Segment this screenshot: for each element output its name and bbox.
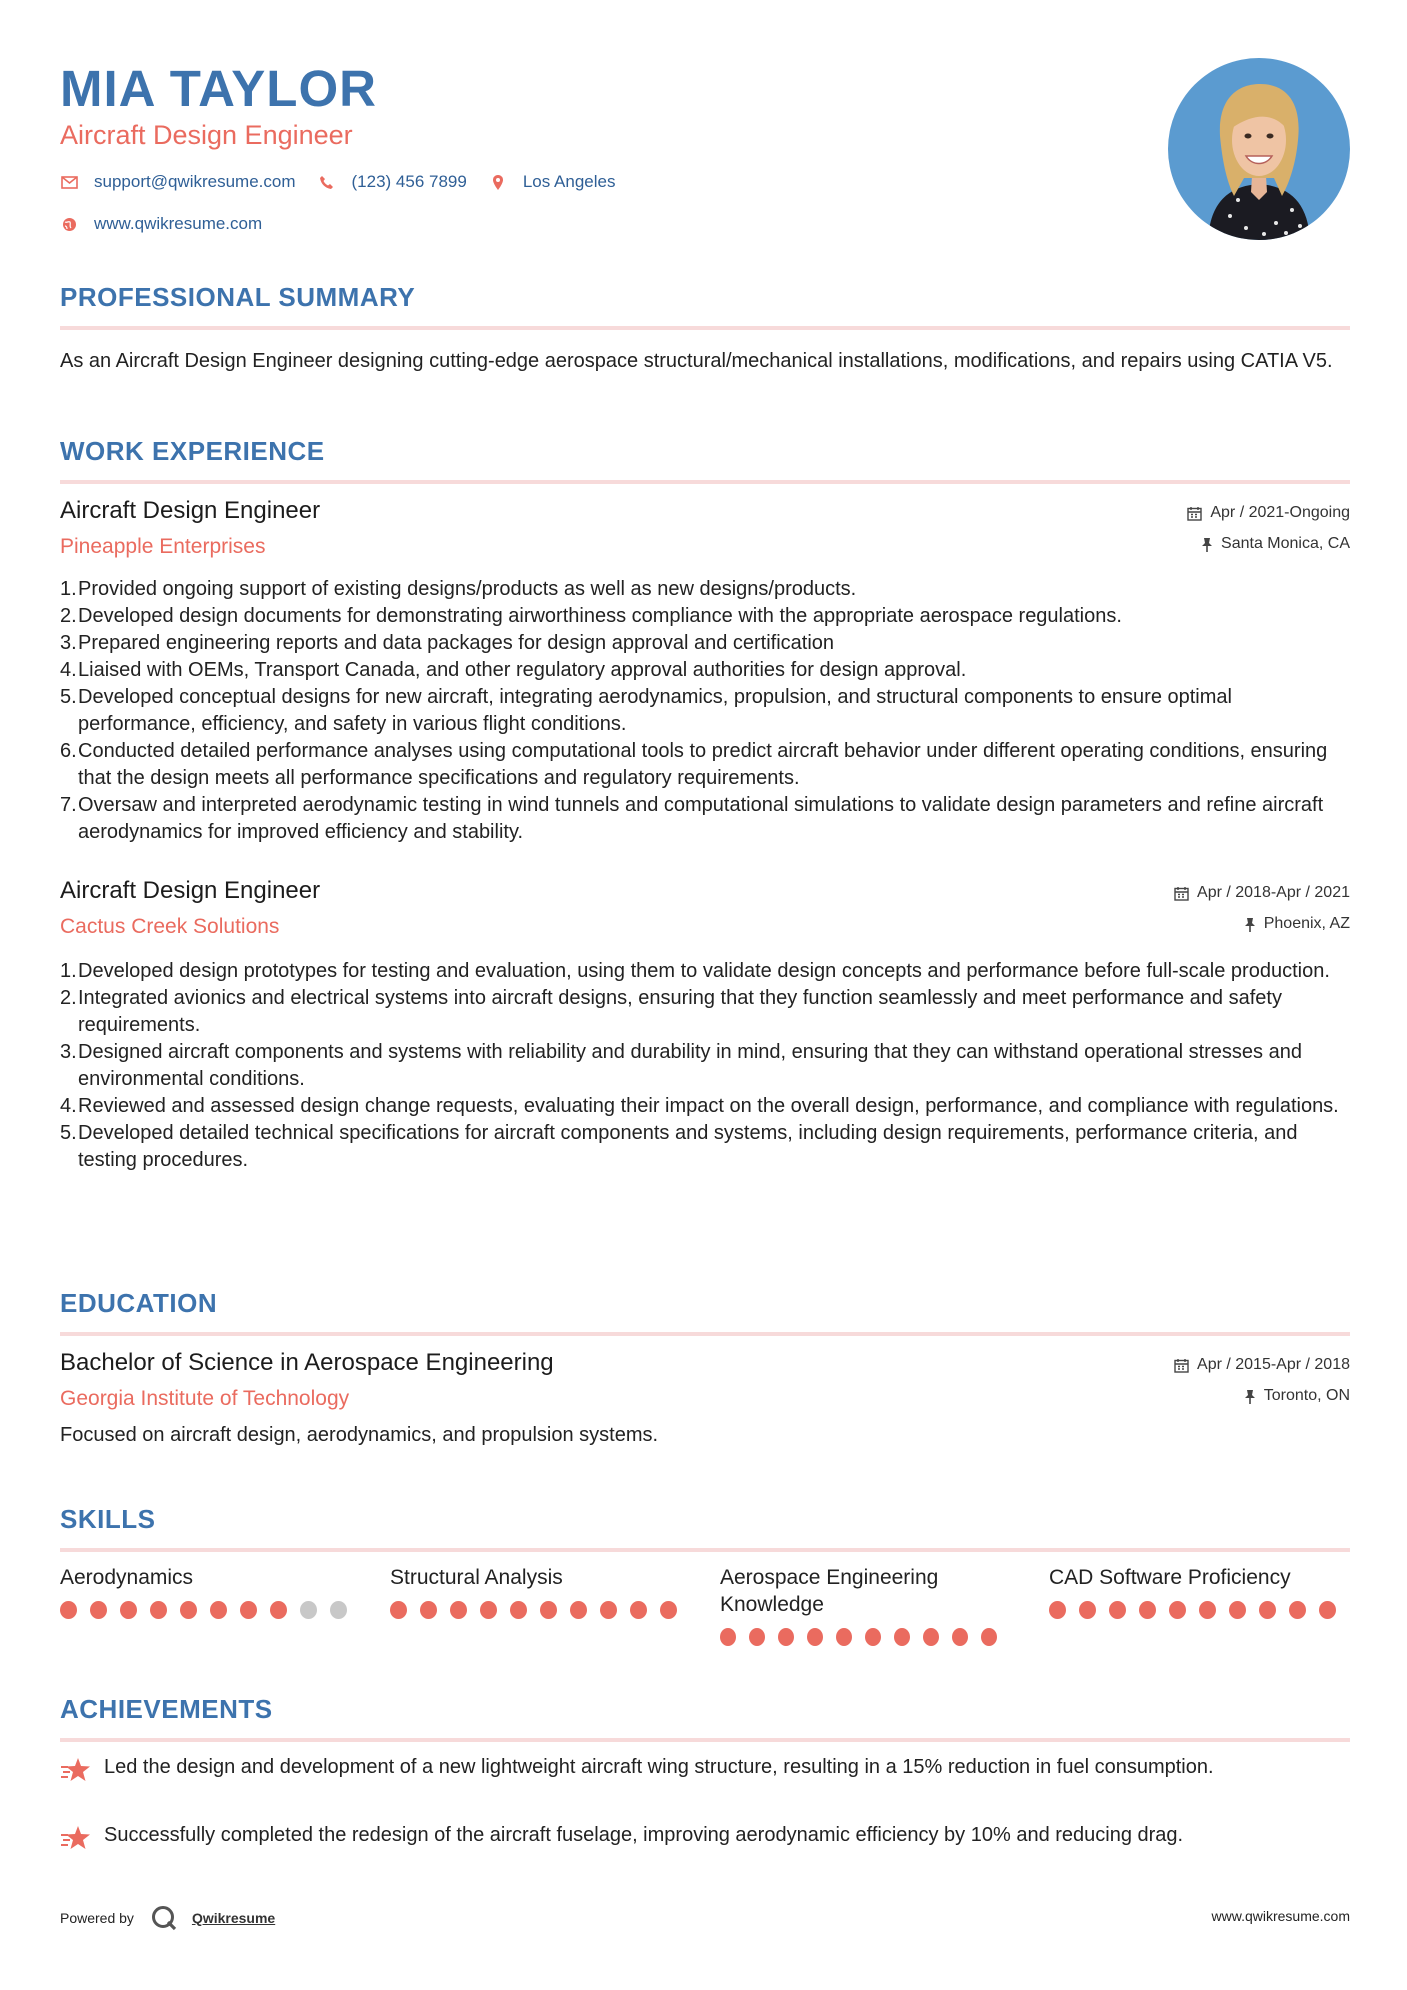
list-item: Developed conceptual designs for new aircraft, integrating aerodynamics, propulsion, and structural components to ensure optimal performance, efficiency, and safety in various flight conditions. [78, 686, 1232, 735]
rating-dot-filled [807, 1628, 823, 1646]
list-item: Conducted detailed performance analyses using computational tools to predict aircraft behavior under different operating conditions, ensuring that the design meets all performance specifications and regulatory requirements. [78, 740, 1328, 789]
degree-title: Bachelor of Science in Aerospace Engineering [60, 1349, 554, 1376]
pin-icon [1244, 917, 1256, 932]
list-item: Integrated avionics and electrical systems into aircraft designs, ensuring that they function seamlessly and meet performance and safety requirements. [78, 987, 1282, 1036]
brand-link[interactable]: Qwikresume [191, 1910, 276, 1926]
rating-dot-filled [120, 1601, 137, 1619]
skill-name: Structural Analysis [390, 1566, 563, 1589]
list-item: Developed detailed technical specifications for aircraft components and systems, including design requirements, performance criteria, and testing procedures. [78, 1122, 1298, 1171]
footer-url[interactable]: www.qwikresume.com [1211, 1908, 1350, 1924]
education-section [60, 1286, 1350, 1336]
experience-heading: WORK EXPERIENCE [60, 436, 325, 466]
job-date-text: Apr / 2021-Ongoing [1210, 504, 1350, 521]
rating-dot-filled [540, 1601, 557, 1619]
job-title: Aircraft Design Engineer [60, 877, 321, 904]
skill-item [390, 1564, 690, 1619]
candidate-name: MIA TAYLOR [60, 60, 377, 117]
powered-by [60, 1904, 275, 1932]
rating-dot-filled [1229, 1601, 1246, 1619]
skill-rating [720, 1628, 1010, 1646]
rating-dot-filled [390, 1601, 407, 1619]
list-item: Provided ongoing support of existing designs/products as well as new designs/products. [78, 578, 857, 600]
summary-text: As an Aircraft Design Engineer designing cutting-edge aerospace structural/mechanical installations, modifications, and repairs using CATIA V5. [60, 350, 1333, 372]
achievement-text: Successfully completed the redesign of the aircraft fuselage, improving aerodynamic efficiency by 10% and reducing drag. [104, 1824, 1184, 1846]
rating-dot-filled [1319, 1601, 1336, 1619]
rating-dot-filled [510, 1601, 527, 1619]
job-location-text: Phoenix, AZ [1263, 915, 1350, 932]
list-item: Reviewed and assessed design change requests, evaluating their impact on the overall design, performance, and compliance with regulations. [78, 1095, 1339, 1117]
skill-name: Aerospace Engineering Knowledge [720, 1566, 939, 1616]
rating-dot-filled [981, 1628, 997, 1646]
avatar [1168, 58, 1350, 240]
rating-dot-filled [240, 1601, 257, 1619]
rating-dot-filled [420, 1601, 437, 1619]
powered-by-label: Powered by [60, 1910, 134, 1926]
website-link[interactable]: www.qwikresume.com [94, 214, 263, 233]
list-item: Liaised with OEMs, Transport Canada, and other regulatory approval authorities for design approval. [78, 659, 967, 681]
skill-rating [390, 1601, 690, 1619]
skill-rating [60, 1601, 360, 1619]
rating-dot-filled [952, 1628, 968, 1646]
section-divider [60, 326, 1350, 330]
section-divider [60, 1548, 1350, 1552]
list-item: Prepared engineering reports and data packages for design approval and certification [78, 632, 835, 654]
rating-dot-filled [90, 1601, 107, 1619]
envelope-icon [60, 173, 78, 191]
rating-dot-filled [1049, 1601, 1066, 1619]
school-name: Georgia Institute of Technology [60, 1387, 350, 1410]
rating-dot-filled [150, 1601, 167, 1619]
calendar-icon [1174, 886, 1189, 901]
job-company: Cactus Creek Solutions [60, 915, 280, 938]
rating-dot-filled [1199, 1601, 1216, 1619]
rating-dot-filled [749, 1628, 765, 1646]
summary-heading: PROFESSIONAL SUMMARY [60, 282, 416, 312]
location-text: Los Angeles [522, 172, 616, 191]
skills-heading: SKILLS [60, 1504, 156, 1534]
list-item: Designed aircraft components and systems with reliability and durability in mind, ensuring that they can withstand operational stresses and environmental conditions. [78, 1041, 1302, 1090]
achievements-section [60, 1692, 1350, 1742]
rating-dot-filled [270, 1601, 287, 1619]
rating-dot-filled [1289, 1601, 1306, 1619]
map-pin-icon [489, 173, 507, 191]
education-date-text: Apr / 2015-Apr / 2018 [1197, 1356, 1350, 1373]
rating-dot-filled [630, 1601, 647, 1619]
section-divider [60, 1332, 1350, 1336]
job-bullets [60, 576, 1350, 846]
job-location [1201, 534, 1350, 554]
job-bullets [60, 958, 1350, 1174]
globe-icon [60, 215, 78, 233]
footer [60, 1896, 1350, 1936]
candidate-role: Aircraft Design Engineer [60, 120, 353, 150]
rating-dot-empty [300, 1601, 317, 1619]
calendar-icon [1187, 506, 1202, 521]
rating-dot-empty [330, 1601, 347, 1619]
contact-row [60, 172, 637, 192]
skill-name: Aerodynamics [60, 1566, 194, 1589]
star-icon [60, 1756, 92, 1784]
skill-rating [1049, 1601, 1349, 1619]
skill-item [720, 1564, 1010, 1646]
job-date-text: Apr / 2018-Apr / 2021 [1197, 884, 1350, 901]
list-item: Oversaw and interpreted aerodynamic testing in wind tunnels and computational simulations to validate design parameters and refine aircraft aerodynamics for improved efficiency and stability. [78, 794, 1324, 843]
rating-dot-filled [1109, 1601, 1126, 1619]
rating-dot-filled [720, 1628, 736, 1646]
section-divider [60, 1738, 1350, 1742]
skill-name: CAD Software Proficiency [1049, 1566, 1291, 1589]
education-date [1174, 1355, 1350, 1375]
education-location [1244, 1386, 1350, 1406]
job-date [1174, 883, 1350, 903]
email-link[interactable]: support@qwikresume.com [94, 172, 296, 191]
pin-icon [1201, 537, 1213, 552]
job-title: Aircraft Design Engineer [60, 497, 321, 524]
rating-dot-filled [600, 1601, 617, 1619]
job-location-text: Santa Monica, CA [1221, 535, 1350, 552]
section-divider [60, 480, 1350, 484]
resume-page [60, 0, 1350, 1990]
education-description: Focused on aircraft design, aerodynamics, and propulsion systems. [60, 1424, 659, 1446]
job-date [1187, 503, 1350, 523]
skill-item [1049, 1564, 1349, 1619]
rating-dot-filled [210, 1601, 227, 1619]
star-icon [60, 1824, 92, 1852]
rating-dot-filled [894, 1628, 910, 1646]
website-row [60, 214, 284, 234]
rating-dot-filled [923, 1628, 939, 1646]
achievement-text: Led the design and development of a new lightweight aircraft wing structure, resulting in a 15% reduction in fuel consumption. [104, 1756, 1214, 1778]
phone-text[interactable]: (123) 456 7899 [351, 172, 467, 191]
calendar-icon [1174, 1358, 1189, 1373]
education-heading: EDUCATION [60, 1288, 218, 1318]
rating-dot-filled [1139, 1601, 1156, 1619]
rating-dot-filled [836, 1628, 852, 1646]
phone-icon [318, 173, 336, 191]
summary-section [60, 280, 1350, 375]
rating-dot-filled [450, 1601, 467, 1619]
rating-dot-filled [480, 1601, 497, 1619]
rating-dot-filled [865, 1628, 881, 1646]
list-item: Developed design prototypes for testing and evaluation, using them to validate design concepts and performance before full-scale production. [78, 960, 1330, 982]
list-item: Developed design documents for demonstrating airworthiness compliance with the appropriate aerospace regulations. [78, 605, 1122, 627]
job-location [1244, 914, 1350, 934]
rating-dot-filled [1169, 1601, 1186, 1619]
achievements-heading: ACHIEVEMENTS [60, 1694, 273, 1724]
rating-dot-filled [660, 1601, 677, 1619]
skills-section [60, 1502, 1350, 1552]
qwikresume-logo-icon [150, 1904, 178, 1932]
education-location-text: Toronto, ON [1263, 1387, 1350, 1404]
skill-item [60, 1564, 360, 1619]
rating-dot-filled [778, 1628, 794, 1646]
rating-dot-filled [570, 1601, 587, 1619]
resume-header [60, 58, 1350, 258]
pin-icon [1244, 1389, 1256, 1404]
rating-dot-filled [1079, 1601, 1096, 1619]
rating-dot-filled [1259, 1601, 1276, 1619]
rating-dot-filled [60, 1601, 77, 1619]
rating-dot-filled [180, 1601, 197, 1619]
job-company: Pineapple Enterprises [60, 535, 266, 558]
experience-section [60, 434, 1350, 484]
